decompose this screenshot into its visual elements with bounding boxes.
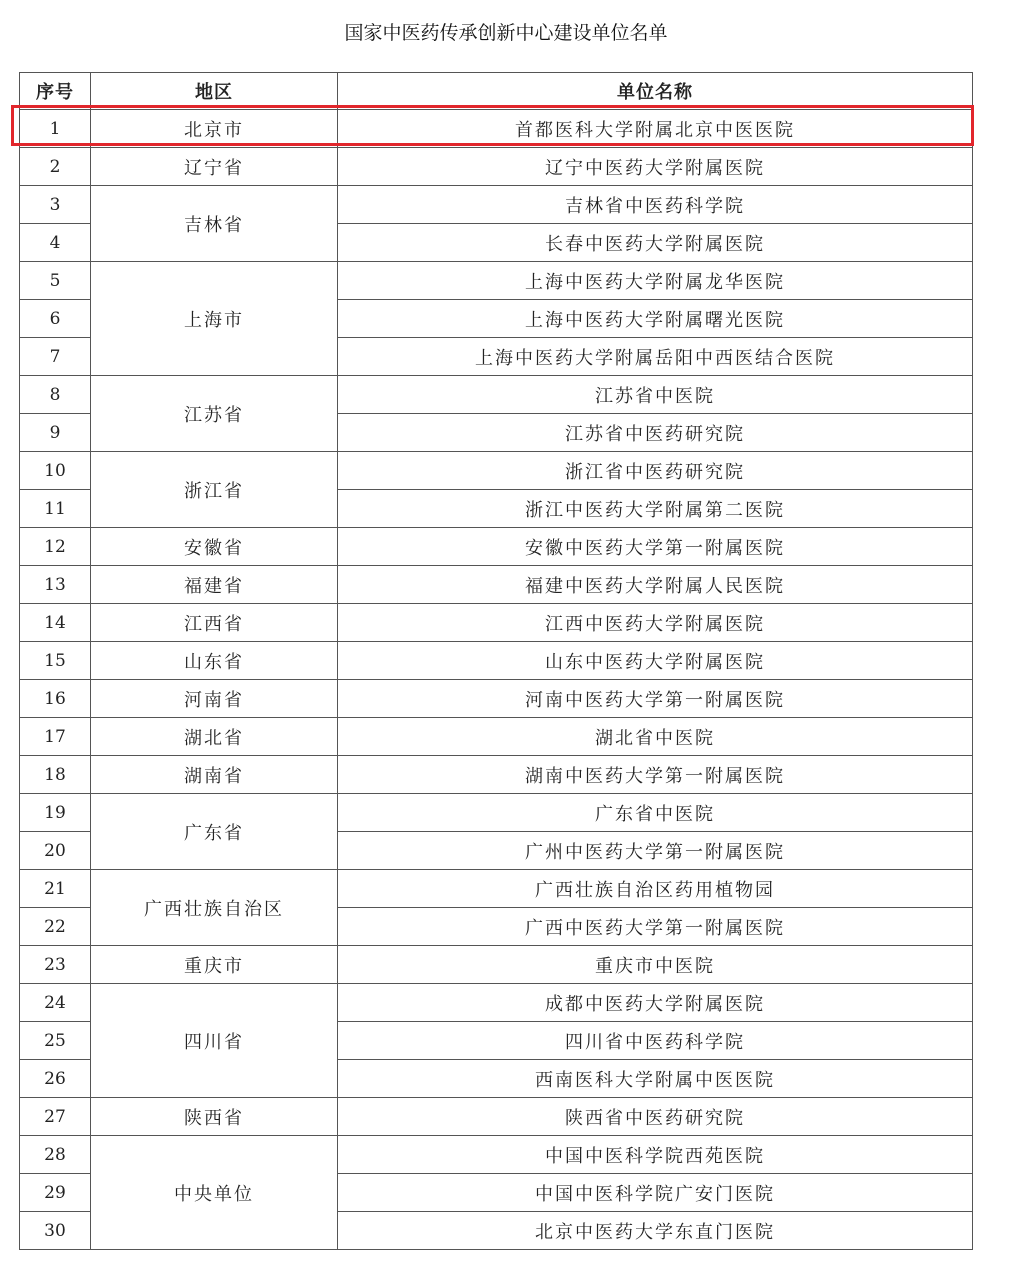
- table-header-row: [20, 73, 973, 110]
- unit-name-cell: 广西中医药大学第一附属医院: [338, 908, 973, 946]
- table-row: [20, 1098, 973, 1136]
- unit-name-cell: 山东中医药大学附属医院: [338, 642, 973, 680]
- unit-name-cell: 湖北省中医院: [338, 718, 973, 756]
- table-row: [20, 376, 973, 414]
- table-row: [20, 528, 973, 566]
- seq-cell: 24: [20, 984, 91, 1022]
- region-cell: 重庆市: [91, 946, 338, 984]
- seq-cell: 18: [20, 756, 91, 794]
- header-region: 地区: [91, 73, 338, 110]
- seq-cell: 30: [20, 1212, 91, 1250]
- unit-name-cell: 重庆市中医院: [338, 946, 973, 984]
- table-row: [20, 452, 973, 490]
- seq-cell: 27: [20, 1098, 91, 1136]
- seq-cell: 1: [20, 110, 91, 148]
- unit-name-cell: 广州中医药大学第一附属医院: [338, 832, 973, 870]
- seq-cell: 5: [20, 262, 91, 300]
- seq-cell: 21: [20, 870, 91, 908]
- seq-cell: 8: [20, 376, 91, 414]
- unit-name-cell: 安徽中医药大学第一附属医院: [338, 528, 973, 566]
- seq-cell: 26: [20, 1060, 91, 1098]
- table-row: [20, 566, 973, 604]
- unit-name-cell: 中国中医科学院西苑医院: [338, 1136, 973, 1174]
- unit-name-cell: 首都医科大学附属北京中医医院: [338, 110, 973, 148]
- seq-cell: 4: [20, 224, 91, 262]
- region-cell: 江苏省: [91, 376, 338, 452]
- seq-cell: 15: [20, 642, 91, 680]
- unit-name-cell: 成都中医药大学附属医院: [338, 984, 973, 1022]
- unit-name-cell: 四川省中医药科学院: [338, 1022, 973, 1060]
- unit-name-cell: 江苏省中医药研究院: [338, 414, 973, 452]
- seq-cell: 20: [20, 832, 91, 870]
- seq-cell: 6: [20, 300, 91, 338]
- unit-name-cell: 浙江省中医药研究院: [338, 452, 973, 490]
- unit-name-cell: 上海中医药大学附属龙华医院: [338, 262, 973, 300]
- unit-name-cell: 西南医科大学附属中医医院: [338, 1060, 973, 1098]
- table-body: [20, 110, 973, 1250]
- seq-cell: 12: [20, 528, 91, 566]
- region-cell: 河南省: [91, 680, 338, 718]
- seq-cell: 22: [20, 908, 91, 946]
- unit-name-cell: 北京中医药大学东直门医院: [338, 1212, 973, 1250]
- unit-name-cell: 浙江中医药大学附属第二医院: [338, 490, 973, 528]
- unit-name-cell: 福建中医药大学附属人民医院: [338, 566, 973, 604]
- region-cell: 福建省: [91, 566, 338, 604]
- table-row: [20, 794, 973, 832]
- region-cell: 吉林省: [91, 186, 338, 262]
- seq-cell: 23: [20, 946, 91, 984]
- region-cell: 广东省: [91, 794, 338, 870]
- document-title: 国家中医药传承创新中心建设单位名单: [344, 22, 668, 44]
- seq-cell: 19: [20, 794, 91, 832]
- unit-name-cell: 辽宁中医药大学附属医院: [338, 148, 973, 186]
- unit-name-cell: 江苏省中医院: [338, 376, 973, 414]
- table-row: [20, 1136, 973, 1174]
- table-row: [20, 262, 973, 300]
- seq-cell: 17: [20, 718, 91, 756]
- table-row: [20, 756, 973, 794]
- region-cell: 江西省: [91, 604, 338, 642]
- unit-list-table: [19, 72, 973, 1250]
- seq-cell: 14: [20, 604, 91, 642]
- header-unit: 单位名称: [338, 73, 973, 110]
- seq-cell: 10: [20, 452, 91, 490]
- table-row: [20, 718, 973, 756]
- region-cell: 山东省: [91, 642, 338, 680]
- unit-name-cell: 上海中医药大学附属岳阳中西医结合医院: [338, 338, 973, 376]
- region-cell: 安徽省: [91, 528, 338, 566]
- region-cell: 湖南省: [91, 756, 338, 794]
- region-cell: 陕西省: [91, 1098, 338, 1136]
- table-row: [20, 984, 973, 1022]
- unit-name-cell: 上海中医药大学附属曙光医院: [338, 300, 973, 338]
- region-cell: 北京市: [91, 110, 338, 148]
- region-cell: 四川省: [91, 984, 338, 1098]
- table-row: [20, 680, 973, 718]
- region-cell: 中央单位: [91, 1136, 338, 1250]
- unit-name-cell: 江西中医药大学附属医院: [338, 604, 973, 642]
- table-row: [20, 186, 973, 224]
- seq-cell: 2: [20, 148, 91, 186]
- table-row: [20, 642, 973, 680]
- unit-name-cell: 中国中医科学院广安门医院: [338, 1174, 973, 1212]
- seq-cell: 16: [20, 680, 91, 718]
- unit-name-cell: 广西壮族自治区药用植物园: [338, 870, 973, 908]
- table-row: [20, 946, 973, 984]
- seq-cell: 11: [20, 490, 91, 528]
- unit-name-cell: 湖南中医药大学第一附属医院: [338, 756, 973, 794]
- seq-cell: 13: [20, 566, 91, 604]
- unit-name-cell: 河南中医药大学第一附属医院: [338, 680, 973, 718]
- unit-name-cell: 陕西省中医药研究院: [338, 1098, 973, 1136]
- region-cell: 辽宁省: [91, 148, 338, 186]
- region-cell: 湖北省: [91, 718, 338, 756]
- table-row: [20, 870, 973, 908]
- seq-cell: 7: [20, 338, 91, 376]
- unit-name-cell: 长春中医药大学附属医院: [338, 224, 973, 262]
- header-seq: 序号: [20, 73, 91, 110]
- seq-cell: 29: [20, 1174, 91, 1212]
- region-cell: 广西壮族自治区: [91, 870, 338, 946]
- unit-name-cell: 吉林省中医药科学院: [338, 186, 973, 224]
- seq-cell: 3: [20, 186, 91, 224]
- table-row: [20, 148, 973, 186]
- region-cell: 上海市: [91, 262, 338, 376]
- region-cell: 浙江省: [91, 452, 338, 528]
- unit-name-cell: 广东省中医院: [338, 794, 973, 832]
- seq-cell: 9: [20, 414, 91, 452]
- table-row: [20, 604, 973, 642]
- seq-cell: 28: [20, 1136, 91, 1174]
- highlight-box: [11, 105, 974, 146]
- seq-cell: 25: [20, 1022, 91, 1060]
